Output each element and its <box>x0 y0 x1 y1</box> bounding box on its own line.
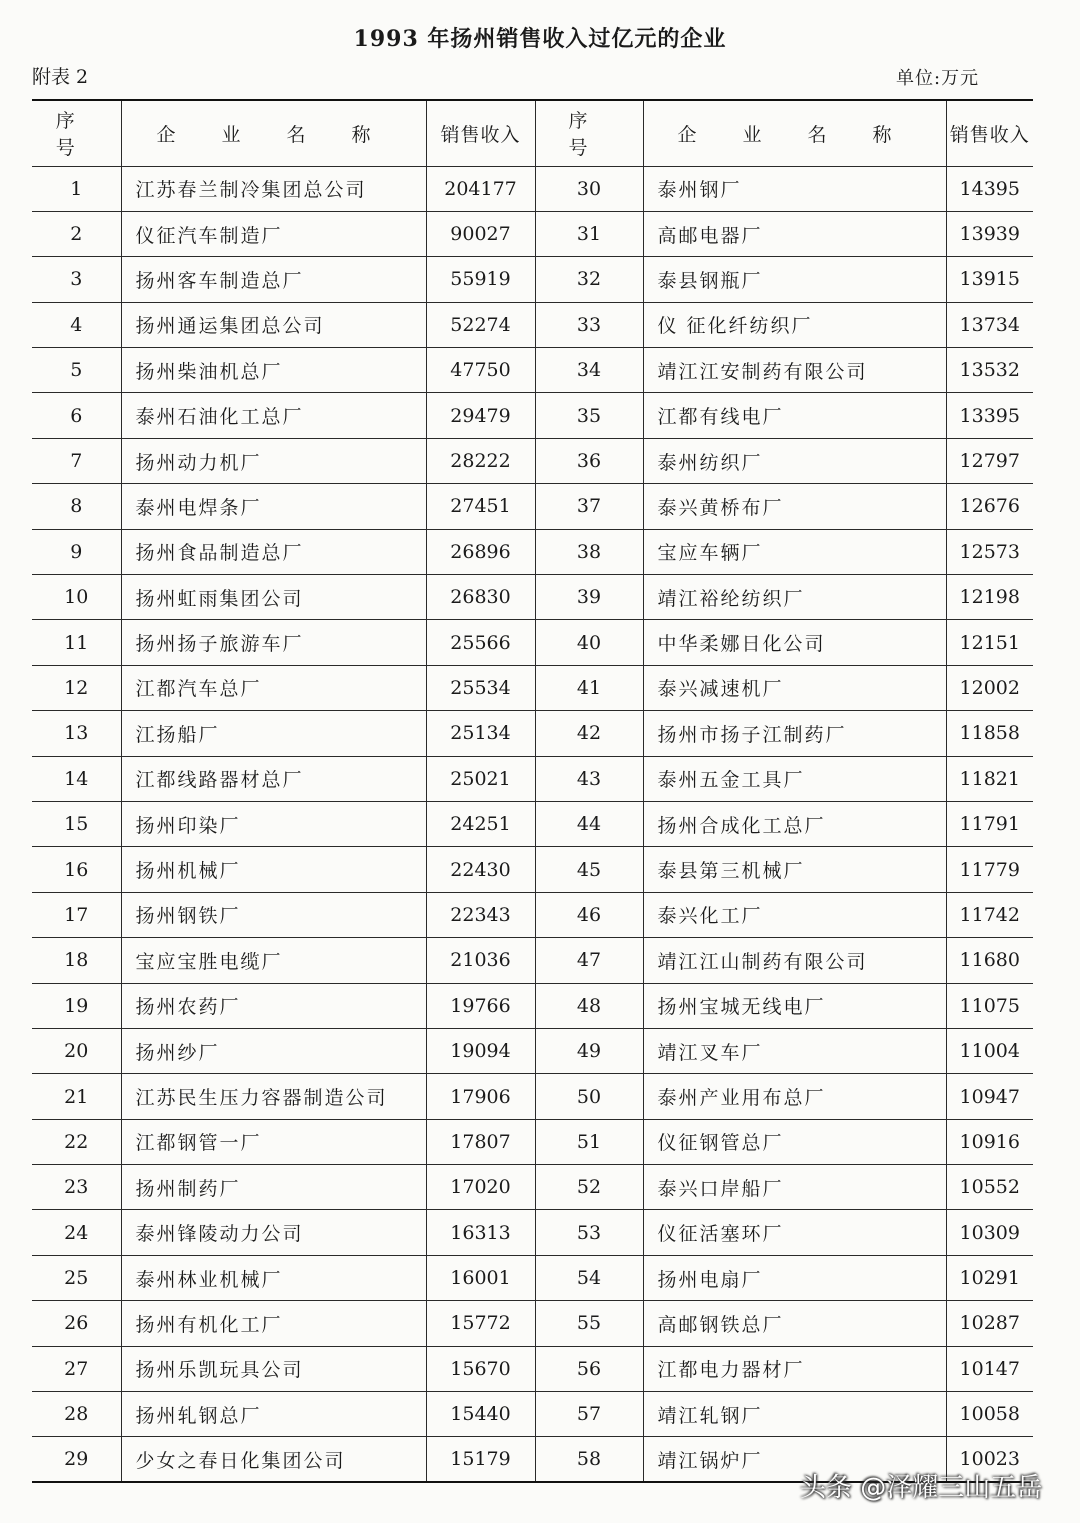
table-row <box>32 938 1033 983</box>
enterprise-name-cell: 靖江裕纶纺织厂 <box>643 575 946 620</box>
table-row <box>32 211 1033 256</box>
enterprise-name-cell: 扬州宝城无线电厂 <box>643 983 946 1028</box>
sales-cell: 13532 <box>946 348 1033 393</box>
enterprise-name-cell: 江都钢管一厂 <box>121 1119 426 1164</box>
seq-cell: 10 <box>32 575 121 620</box>
table-row <box>32 1074 1033 1119</box>
enterprise-name-cell: 仪征活塞环厂 <box>643 1210 946 1255</box>
enterprise-name-cell: 泰兴黄桥布厂 <box>643 484 946 529</box>
enterprise-name-cell: 靖江叉车厂 <box>643 1028 946 1073</box>
seq-cell: 14 <box>32 756 121 801</box>
seq-cell: 50 <box>535 1074 643 1119</box>
seq-cell: 12 <box>32 665 121 710</box>
enterprise-name-cell: 靖江锅炉厂 <box>643 1437 946 1482</box>
sales-cell: 14395 <box>946 166 1033 211</box>
table-row <box>32 348 1033 393</box>
enterprise-name-cell: 泰州电焊条厂 <box>121 484 426 529</box>
table-row <box>32 529 1033 574</box>
enterprise-name-cell: 泰州钢厂 <box>643 166 946 211</box>
sales-cell: 29479 <box>426 393 535 438</box>
enterprise-name-cell: 泰州林业机械厂 <box>121 1255 426 1300</box>
seq-cell: 49 <box>535 1028 643 1073</box>
sales-cell: 19094 <box>426 1028 535 1073</box>
seq-cell: 30 <box>535 166 643 211</box>
table-row <box>32 620 1033 665</box>
seq-cell: 5 <box>32 348 121 393</box>
enterprise-name-cell: 高邮钢铁总厂 <box>643 1301 946 1346</box>
sales-cell: 17906 <box>426 1074 535 1119</box>
sales-cell: 55919 <box>426 257 535 302</box>
seq-cell: 25 <box>32 1255 121 1300</box>
enterprise-name-cell: 扬州合成化工总厂 <box>643 801 946 846</box>
watermark: 头条 @泽耀三山五岳 <box>800 1473 1043 1503</box>
enterprise-name-cell: 仪征钢管总厂 <box>643 1119 946 1164</box>
unit-label: 单位:万元 <box>896 68 980 89</box>
enterprise-name-cell: 泰县第三机械厂 <box>643 847 946 892</box>
seq-cell: 57 <box>535 1392 643 1437</box>
seq-cell: 23 <box>32 1165 121 1210</box>
page-title: 1993 年扬州销售收入过亿元的企业 <box>353 26 727 52</box>
sales-cell: 11680 <box>946 938 1033 983</box>
table-row <box>32 801 1033 846</box>
enterprise-name-cell: 扬州客车制造总厂 <box>121 257 426 302</box>
seq-cell: 47 <box>535 938 643 983</box>
sales-cell: 15440 <box>426 1392 535 1437</box>
header-seq-right: 序 号 <box>535 100 643 166</box>
seq-cell: 35 <box>535 393 643 438</box>
sales-cell: 22430 <box>426 847 535 892</box>
sales-cell: 11075 <box>946 983 1033 1028</box>
enterprise-name-cell: 扬州农药厂 <box>121 983 426 1028</box>
seq-cell: 24 <box>32 1210 121 1255</box>
seq-cell: 20 <box>32 1028 121 1073</box>
seq-cell: 18 <box>32 938 121 983</box>
table-row <box>32 1119 1033 1164</box>
sales-cell: 11821 <box>946 756 1033 801</box>
enterprise-name-cell: 扬州印染厂 <box>121 801 426 846</box>
seq-cell: 51 <box>535 1119 643 1164</box>
seq-cell: 32 <box>535 257 643 302</box>
enterprise-name-cell: 宝应车辆厂 <box>643 529 946 574</box>
seq-cell: 22 <box>32 1119 121 1164</box>
seq-cell: 43 <box>535 756 643 801</box>
seq-cell: 40 <box>535 620 643 665</box>
sales-cell: 25134 <box>426 711 535 756</box>
enterprise-name-cell: 江苏春兰制冷集团总公司 <box>121 166 426 211</box>
sales-cell: 12676 <box>946 484 1033 529</box>
sales-cell: 12198 <box>946 575 1033 620</box>
sales-cell: 27451 <box>426 484 535 529</box>
enterprise-name-cell: 江都有线电厂 <box>643 393 946 438</box>
seq-cell: 1 <box>32 166 121 211</box>
sales-cell: 24251 <box>426 801 535 846</box>
table-row <box>32 756 1033 801</box>
seq-cell: 11 <box>32 620 121 665</box>
seq-cell: 13 <box>32 711 121 756</box>
sales-cell: 10023 <box>946 1437 1033 1482</box>
header-sales-right: 销售收入 <box>946 100 1033 166</box>
seq-cell: 29 <box>32 1437 121 1482</box>
sales-cell: 13734 <box>946 302 1033 347</box>
enterprise-name-cell: 江都汽车总厂 <box>121 665 426 710</box>
enterprise-name-cell: 扬州轧钢总厂 <box>121 1392 426 1437</box>
enterprise-name-cell: 中华柔娜日化公司 <box>643 620 946 665</box>
sales-cell: 17807 <box>426 1119 535 1164</box>
sales-cell: 12573 <box>946 529 1033 574</box>
enterprise-name-cell: 宝应宝胜电缆厂 <box>121 938 426 983</box>
table-row <box>32 393 1033 438</box>
sales-cell: 22343 <box>426 892 535 937</box>
table-row <box>32 1165 1033 1210</box>
table-row <box>32 575 1033 620</box>
sales-cell: 13915 <box>946 257 1033 302</box>
table-row <box>32 711 1033 756</box>
enterprise-name-cell: 泰兴化工厂 <box>643 892 946 937</box>
enterprise-name-cell: 扬州通运集团总公司 <box>121 302 426 347</box>
enterprise-name-cell: 仪 征化纤纺织厂 <box>643 302 946 347</box>
sales-cell: 16313 <box>426 1210 535 1255</box>
sales-cell: 25021 <box>426 756 535 801</box>
table-row <box>32 484 1033 529</box>
sales-cell: 12797 <box>946 438 1033 483</box>
enterprise-name-cell: 扬州市扬子江制药厂 <box>643 711 946 756</box>
enterprise-name-cell: 泰州锋陵动力公司 <box>121 1210 426 1255</box>
sales-cell: 10291 <box>946 1255 1033 1300</box>
enterprise-name-cell: 扬州动力机厂 <box>121 438 426 483</box>
seq-cell: 9 <box>32 529 121 574</box>
table-row <box>32 1255 1033 1300</box>
sales-cell: 11742 <box>946 892 1033 937</box>
enterprise-name-cell: 扬州有机化工厂 <box>121 1301 426 1346</box>
seq-cell: 15 <box>32 801 121 846</box>
header-sales-left: 销售收入 <box>426 100 535 166</box>
enterprise-name-cell: 靖江轧钢厂 <box>643 1392 946 1437</box>
table-row <box>32 1028 1033 1073</box>
header-name-left: 企 业 名 称 <box>121 100 426 166</box>
enterprise-name-cell: 江都线路器材总厂 <box>121 756 426 801</box>
table-row <box>32 665 1033 710</box>
enterprise-name-cell: 少女之春日化集团公司 <box>121 1437 426 1482</box>
sales-cell: 25566 <box>426 620 535 665</box>
enterprise-name-cell: 江扬船厂 <box>121 711 426 756</box>
table-row <box>32 257 1033 302</box>
seq-cell: 38 <box>535 529 643 574</box>
enterprise-name-cell: 泰州纺织厂 <box>643 438 946 483</box>
enterprise-name-cell: 扬州乐凯玩具公司 <box>121 1346 426 1391</box>
sales-cell: 11791 <box>946 801 1033 846</box>
table-number: 附表 2 <box>32 66 89 88</box>
sales-cell: 11858 <box>946 711 1033 756</box>
sales-cell: 13939 <box>946 211 1033 256</box>
sales-cell: 26896 <box>426 529 535 574</box>
seq-cell: 4 <box>32 302 121 347</box>
seq-cell: 17 <box>32 892 121 937</box>
enterprise-sales-table <box>32 99 1033 1483</box>
enterprise-name-cell: 泰州产业用布总厂 <box>643 1074 946 1119</box>
enterprise-name-cell: 扬州机械厂 <box>121 847 426 892</box>
enterprise-name-cell: 靖江江安制药有限公司 <box>643 348 946 393</box>
enterprise-name-cell: 泰州五金工具厂 <box>643 756 946 801</box>
table-row <box>32 1392 1033 1437</box>
seq-cell: 2 <box>32 211 121 256</box>
sales-cell: 15670 <box>426 1346 535 1391</box>
table-row <box>32 847 1033 892</box>
table-row <box>32 166 1033 211</box>
seq-cell: 48 <box>535 983 643 1028</box>
enterprise-name-cell: 泰州石油化工总厂 <box>121 393 426 438</box>
seq-cell: 37 <box>535 484 643 529</box>
seq-cell: 16 <box>32 847 121 892</box>
seq-cell: 26 <box>32 1301 121 1346</box>
seq-cell: 21 <box>32 1074 121 1119</box>
table-row <box>32 438 1033 483</box>
seq-cell: 39 <box>535 575 643 620</box>
sales-cell: 10916 <box>946 1119 1033 1164</box>
table-body <box>32 166 1033 1482</box>
sales-cell: 47750 <box>426 348 535 393</box>
enterprise-name-cell: 扬州电扇厂 <box>643 1255 946 1300</box>
enterprise-name-cell: 靖江江山制药有限公司 <box>643 938 946 983</box>
enterprise-name-cell: 泰县钢瓶厂 <box>643 257 946 302</box>
seq-cell: 3 <box>32 257 121 302</box>
sales-cell: 11779 <box>946 847 1033 892</box>
sales-cell: 52274 <box>426 302 535 347</box>
sales-cell: 19766 <box>426 983 535 1028</box>
enterprise-name-cell: 扬州制药厂 <box>121 1165 426 1210</box>
seq-cell: 33 <box>535 302 643 347</box>
enterprise-name-cell: 泰兴口岸船厂 <box>643 1165 946 1210</box>
enterprise-name-cell: 泰兴减速机厂 <box>643 665 946 710</box>
enterprise-name-cell: 扬州虹雨集团公司 <box>121 575 426 620</box>
table-row <box>32 983 1033 1028</box>
enterprise-name-cell: 扬州钢铁厂 <box>121 892 426 937</box>
sales-cell: 17020 <box>426 1165 535 1210</box>
seq-cell: 36 <box>535 438 643 483</box>
seq-cell: 42 <box>535 711 643 756</box>
enterprise-name-cell: 扬州纱厂 <box>121 1028 426 1073</box>
seq-cell: 19 <box>32 983 121 1028</box>
seq-cell: 28 <box>32 1392 121 1437</box>
sales-cell: 16001 <box>426 1255 535 1300</box>
sales-cell: 15772 <box>426 1301 535 1346</box>
enterprise-name-cell: 扬州柴油机总厂 <box>121 348 426 393</box>
table-header-row <box>32 100 1033 166</box>
seq-cell: 34 <box>535 348 643 393</box>
sales-cell: 204177 <box>426 166 535 211</box>
table-row <box>32 1210 1033 1255</box>
seq-cell: 27 <box>32 1346 121 1391</box>
table-row <box>32 302 1033 347</box>
sales-cell: 10552 <box>946 1165 1033 1210</box>
sales-cell: 28222 <box>426 438 535 483</box>
enterprise-name-cell: 江都电力器材厂 <box>643 1346 946 1391</box>
seq-cell: 58 <box>535 1437 643 1482</box>
sales-cell: 25534 <box>426 665 535 710</box>
seq-cell: 44 <box>535 801 643 846</box>
seq-cell: 46 <box>535 892 643 937</box>
table-row <box>32 1346 1033 1391</box>
seq-cell: 52 <box>535 1165 643 1210</box>
sales-cell: 21036 <box>426 938 535 983</box>
seq-cell: 31 <box>535 211 643 256</box>
sales-cell: 10147 <box>946 1346 1033 1391</box>
seq-cell: 45 <box>535 847 643 892</box>
seq-cell: 6 <box>32 393 121 438</box>
table-row <box>32 892 1033 937</box>
sales-cell: 12002 <box>946 665 1033 710</box>
seq-cell: 53 <box>535 1210 643 1255</box>
sales-cell: 15179 <box>426 1437 535 1482</box>
enterprise-name-cell: 江苏民生压力容器制造公司 <box>121 1074 426 1119</box>
enterprise-name-cell: 扬州扬子旅游车厂 <box>121 620 426 665</box>
seq-cell: 56 <box>535 1346 643 1391</box>
seq-cell: 54 <box>535 1255 643 1300</box>
header-name-right: 企 业 名 称 <box>643 100 946 166</box>
enterprise-name-cell: 高邮电器厂 <box>643 211 946 256</box>
enterprise-name-cell: 扬州食品制造总厂 <box>121 529 426 574</box>
seq-cell: 7 <box>32 438 121 483</box>
sales-cell: 12151 <box>946 620 1033 665</box>
sales-cell: 90027 <box>426 211 535 256</box>
enterprise-name-cell: 仪征汽车制造厂 <box>121 211 426 256</box>
header-seq-left: 序 号 <box>32 100 121 166</box>
seq-cell: 55 <box>535 1301 643 1346</box>
sales-cell: 10058 <box>946 1392 1033 1437</box>
sales-cell: 10309 <box>946 1210 1033 1255</box>
sales-cell: 10947 <box>946 1074 1033 1119</box>
sales-cell: 11004 <box>946 1028 1033 1073</box>
sales-cell: 13395 <box>946 393 1033 438</box>
seq-cell: 8 <box>32 484 121 529</box>
table-row <box>32 1301 1033 1346</box>
sales-cell: 10287 <box>946 1301 1033 1346</box>
seq-cell: 41 <box>535 665 643 710</box>
sales-cell: 26830 <box>426 575 535 620</box>
